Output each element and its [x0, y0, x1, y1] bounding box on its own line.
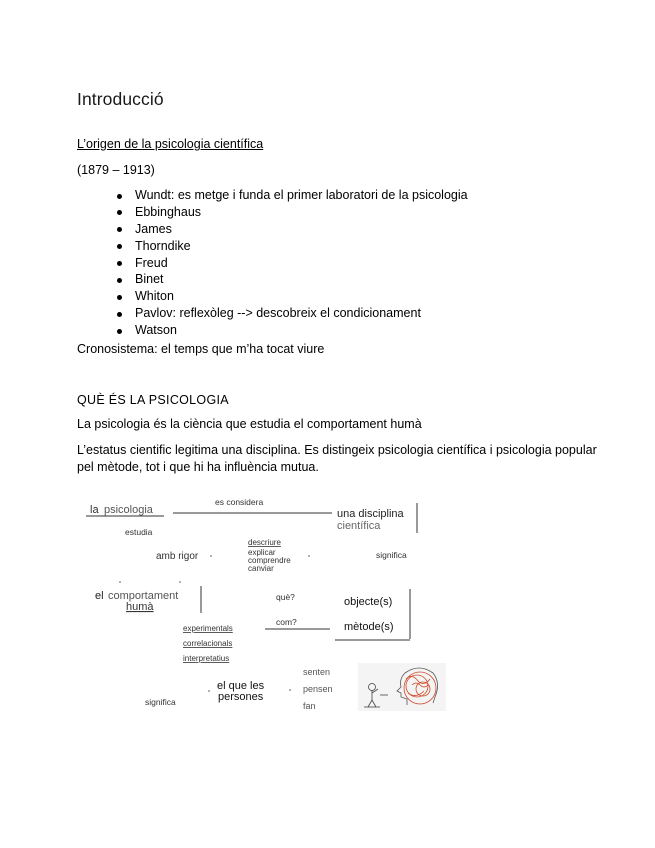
diagram-objecte: objecte(s): [344, 596, 393, 608]
diagram-action: pensen: [303, 684, 333, 694]
list-item: Wundt: es metge i funda el primer laboratori de la psicologia: [77, 187, 468, 204]
definition-line: La psicologia és la ciència que estudia el comportament humà: [77, 417, 422, 431]
diagram-action: fan: [303, 701, 316, 711]
list-item: Freud: [77, 255, 468, 272]
diagram-huma: humà: [126, 601, 154, 613]
diagram-el: el: [95, 590, 104, 602]
section-heading: QUÈ ÉS LA PSICOLOGIA: [77, 393, 229, 407]
diagram-metode: mètode(s): [344, 621, 394, 633]
list-item: Watson: [77, 322, 468, 339]
list-item: Ebbinghaus: [77, 204, 468, 221]
diagram-psicologia: psicologia: [104, 504, 153, 516]
diagram-verb: canviar: [248, 564, 274, 573]
status-paragraph: L’estatus cientific legitima una disciplina. Es distingeix psicologia científica i psicologia popular pel mètode, tot i que hi ha influència mutua.: [77, 443, 597, 474]
diagram-comportament: comportament: [108, 590, 179, 602]
diagram-com: com?: [276, 617, 297, 627]
diagram-cientifica: científica: [337, 520, 381, 532]
list-item: Pavlov: reflexòleg --> descobreix el condicionament: [77, 305, 468, 322]
date-range: (1879 – 1913): [77, 163, 155, 177]
list-item: Whiton: [77, 288, 468, 305]
diagram-verb: comprendre: [248, 556, 291, 565]
page-title: Introducció: [77, 89, 164, 109]
diagram-significa: significa: [376, 550, 407, 560]
diagram-la: la: [90, 504, 99, 516]
diagram-action: senten: [303, 667, 331, 677]
diagram-amb-rigor: amb rigor: [156, 551, 199, 562]
diagram-verb: explicar: [248, 548, 276, 557]
diagram-el-que-les: el que les: [217, 680, 265, 692]
diagram-persones: persones: [218, 691, 264, 703]
list-item: Thorndike: [77, 238, 468, 255]
diagram-que: què?: [276, 592, 295, 602]
diagram-verb: descriure: [248, 538, 281, 547]
diagram-method: interpretatius: [183, 654, 230, 663]
diagram-method: correlacionals: [183, 639, 233, 648]
list-item: James: [77, 221, 468, 238]
diagram-method: experimentals: [183, 624, 233, 633]
list-item: Binet: [77, 271, 468, 288]
diagram-una-disciplina: una disciplina: [337, 508, 404, 520]
section-subtitle: L’origen de la psicologia científica: [77, 137, 264, 151]
concept-map-svg: [80, 489, 450, 719]
author-list: [77, 187, 468, 339]
thinking-person-illustration: [358, 663, 446, 711]
diagram-es-considera: es considera: [215, 497, 264, 507]
cronosistema-line: Cronosistema: el temps que m’ha tocat viure: [77, 342, 325, 356]
concept-diagram: [80, 489, 450, 719]
diagram-significa: significa: [145, 697, 176, 707]
diagram-estudia: estudia: [125, 527, 153, 537]
